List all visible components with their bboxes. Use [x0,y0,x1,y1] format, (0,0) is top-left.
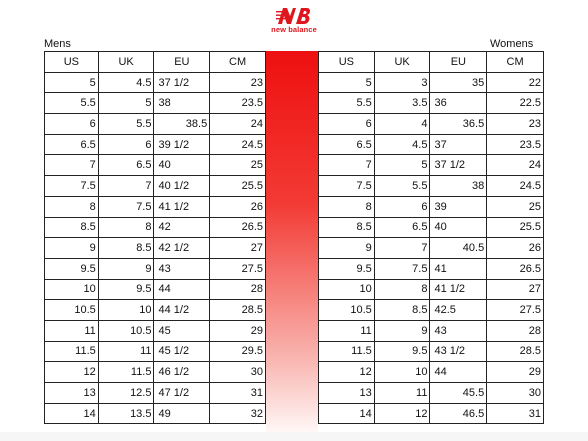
women-cell-uk: 9.5 [374,341,430,362]
women-cell-uk: 6.5 [374,217,430,238]
table-row [319,383,544,404]
men-cell-eu: 46 1/2 [154,362,210,383]
women-cell-us: 7.5 [319,176,375,197]
men-cell-uk: 12.5 [98,383,154,404]
women-cell-cm: 25.5 [487,217,544,238]
womens-label: Womens [490,38,534,50]
women-cell-eu: 41 [430,258,487,279]
women-cell-uk: 5.5 [374,176,430,197]
women-cell-eu: 37 1/2 [430,155,487,176]
men-cell-us: 5.5 [45,93,99,114]
women-cell-uk: 10 [374,362,430,383]
women-cell-cm: 23 [487,114,544,135]
women-cell-us: 8.5 [319,217,375,238]
women-header-us: US [319,52,375,73]
men-cell-cm: 24.5 [210,134,266,155]
men-cell-uk: 4.5 [98,72,154,93]
women-cell-us: 10 [319,279,375,300]
women-cell-us: 6.5 [319,134,375,155]
men-cell-eu: 38 [154,93,210,114]
men-cell-us: 10 [45,279,99,300]
men-cell-us: 9 [45,238,99,259]
men-cell-eu: 42 [154,217,210,238]
table-row [45,72,266,93]
men-cell-cm: 30 [210,362,266,383]
men-cell-uk: 6 [98,134,154,155]
women-cell-eu: 41 1/2 [430,279,487,300]
table-row [45,114,266,135]
table-row [45,320,266,341]
women-cell-cm: 29 [487,362,544,383]
men-cell-us: 7.5 [45,176,99,197]
men-cell-us: 12 [45,362,99,383]
men-cell-eu: 44 1/2 [154,300,210,321]
women-cell-eu: 36.5 [430,114,487,135]
men-cell-eu: 45 1/2 [154,341,210,362]
men-cell-cm: 29.5 [210,341,266,362]
men-cell-us: 5 [45,72,99,93]
women-cell-eu: 40 [430,217,487,238]
women-cell-cm: 26 [487,238,544,259]
men-cell-cm: 29 [210,320,266,341]
women-cell-eu: 43 [430,320,487,341]
men-cell-us: 11.5 [45,341,99,362]
men-cell-eu: 37 1/2 [154,72,210,93]
women-cell-cm: 27 [487,279,544,300]
men-cell-cm: 27.5 [210,258,266,279]
men-cell-cm: 26 [210,196,266,217]
men-cell-cm: 25 [210,155,266,176]
men-cell-cm: 32 [210,403,266,424]
men-cell-cm: 31 [210,383,266,404]
men-cell-uk: 7.5 [98,196,154,217]
women-cell-eu: 38 [430,176,487,197]
men-cell-us: 6.5 [45,134,99,155]
table-row [319,362,544,383]
men-cell-uk: 8 [98,217,154,238]
men-cell-uk: 9 [98,258,154,279]
men-cell-uk: 10.5 [98,320,154,341]
men-cell-uk: 9.5 [98,279,154,300]
women-cell-uk: 3 [374,72,430,93]
women-cell-uk: 7 [374,238,430,259]
women-cell-us: 10.5 [319,300,375,321]
women-cell-us: 9 [319,238,375,259]
men-cell-cm: 26.5 [210,217,266,238]
men-cell-us: 14 [45,403,99,424]
women-cell-uk: 9 [374,320,430,341]
table-row [319,341,544,362]
women-cell-cm: 27.5 [487,300,544,321]
women-cell-cm: 31 [487,403,544,424]
table-row [319,300,544,321]
men-cell-us: 13 [45,383,99,404]
men-header-eu: EU [154,52,210,73]
women-cell-uk: 4.5 [374,134,430,155]
men-cell-eu: 47 1/2 [154,383,210,404]
brand-name: new balance [271,25,317,34]
women-cell-cm: 28.5 [487,341,544,362]
men-header-uk: UK [98,52,154,73]
table-row [319,403,544,424]
men-cell-cm: 23.5 [210,93,266,114]
women-cell-cm: 25 [487,196,544,217]
women-cell-cm: 22.5 [487,93,544,114]
men-cell-eu: 42 1/2 [154,238,210,259]
table-row [45,238,266,259]
men-cell-cm: 23 [210,72,266,93]
women-cell-us: 8 [319,196,375,217]
mens-label: Mens [44,38,71,50]
table-row [319,72,544,93]
women-cell-us: 5 [319,72,375,93]
women-cell-eu: 42.5 [430,300,487,321]
women-cell-uk: 8.5 [374,300,430,321]
bottom-strip [0,432,588,441]
men-cell-cm: 27 [210,238,266,259]
women-cell-us: 12 [319,362,375,383]
women-cell-uk: 8 [374,279,430,300]
table-row [319,134,544,155]
table-row [319,320,544,341]
table-row [45,258,266,279]
men-cell-us: 10.5 [45,300,99,321]
women-cell-us: 7 [319,155,375,176]
men-cell-uk: 6.5 [98,155,154,176]
women-cell-us: 9.5 [319,258,375,279]
brand-logo [262,6,326,40]
men-header-cm: CM [210,52,266,73]
women-cell-uk: 11 [374,383,430,404]
men-header-us: US [45,52,99,73]
men-cell-uk: 5 [98,93,154,114]
women-cell-cm: 30 [487,383,544,404]
women-cell-us: 11.5 [319,341,375,362]
women-cell-eu: 44 [430,362,487,383]
men-cell-eu: 40 [154,155,210,176]
women-cell-eu: 39 [430,196,487,217]
women-cell-cm: 28 [487,320,544,341]
men-cell-cm: 28.5 [210,300,266,321]
womens-size-table [318,51,544,424]
women-header-cm: CM [487,52,544,73]
women-header-eu: EU [430,52,487,73]
table-row [45,217,266,238]
men-cell-us: 6 [45,114,99,135]
men-cell-eu: 49 [154,403,210,424]
women-cell-uk: 5 [374,155,430,176]
men-cell-us: 8.5 [45,217,99,238]
women-cell-uk: 12 [374,403,430,424]
men-cell-eu: 40 1/2 [154,176,210,197]
men-cell-uk: 10 [98,300,154,321]
table-row [45,341,266,362]
women-cell-us: 6 [319,114,375,135]
women-cell-uk: 6 [374,196,430,217]
center-gradient-bar [266,51,318,432]
table-row [45,93,266,114]
men-cell-cm: 25.5 [210,176,266,197]
women-cell-us: 14 [319,403,375,424]
women-cell-cm: 22 [487,72,544,93]
table-row [45,134,266,155]
women-cell-cm: 24.5 [487,176,544,197]
men-cell-uk: 13.5 [98,403,154,424]
table-row [319,93,544,114]
table-row [319,238,544,259]
table-row [45,176,266,197]
women-cell-cm: 23.5 [487,134,544,155]
table-row [319,155,544,176]
women-cell-eu: 35 [430,72,487,93]
table-row [45,362,266,383]
table-row [45,300,266,321]
women-cell-cm: 24 [487,155,544,176]
table-row [319,217,544,238]
table-row [319,176,544,197]
women-cell-uk: 4 [374,114,430,135]
women-cell-eu: 46.5 [430,403,487,424]
table-row [319,196,544,217]
men-cell-uk: 11 [98,341,154,362]
men-cell-eu: 39 1/2 [154,134,210,155]
women-cell-uk: 7.5 [374,258,430,279]
women-cell-us: 5.5 [319,93,375,114]
table-row [319,258,544,279]
women-cell-eu: 43 1/2 [430,341,487,362]
table-row [319,114,544,135]
mens-size-table [44,51,266,424]
men-cell-eu: 43 [154,258,210,279]
women-cell-eu: 45.5 [430,383,487,404]
men-cell-eu: 44 [154,279,210,300]
women-header-uk: UK [374,52,430,73]
men-cell-uk: 7 [98,176,154,197]
table-row [319,279,544,300]
men-cell-eu: 41 1/2 [154,196,210,217]
women-cell-us: 11 [319,320,375,341]
men-cell-uk: 11.5 [98,362,154,383]
women-cell-eu: 36 [430,93,487,114]
table-row [45,155,266,176]
men-cell-eu: 38.5 [154,114,210,135]
men-cell-us: 11 [45,320,99,341]
men-cell-cm: 28 [210,279,266,300]
new-balance-logo-icon [276,6,312,26]
men-cell-uk: 8.5 [98,238,154,259]
men-cell-uk: 5.5 [98,114,154,135]
women-cell-cm: 26.5 [487,258,544,279]
women-cell-eu: 37 [430,134,487,155]
men-cell-us: 8 [45,196,99,217]
men-cell-eu: 45 [154,320,210,341]
women-cell-us: 13 [319,383,375,404]
table-row [45,403,266,424]
table-row [45,383,266,404]
men-cell-us: 7 [45,155,99,176]
women-cell-eu: 40.5 [430,238,487,259]
table-row [45,279,266,300]
table-row [45,196,266,217]
men-cell-us: 9.5 [45,258,99,279]
women-cell-uk: 3.5 [374,93,430,114]
men-cell-cm: 24 [210,114,266,135]
